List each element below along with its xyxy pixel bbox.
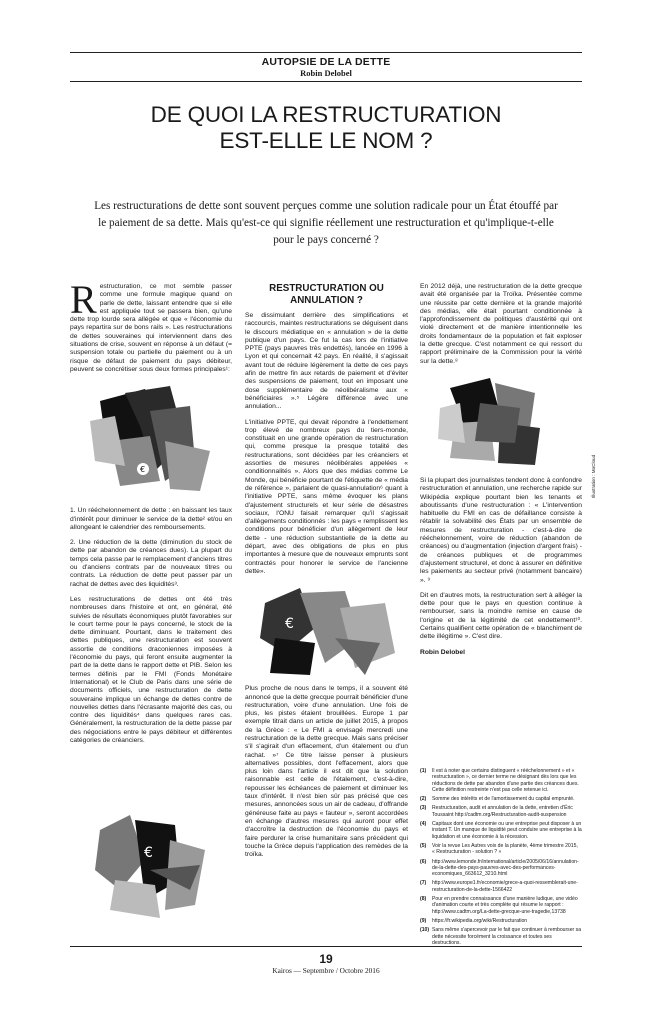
- column-3: [420, 283, 582, 664]
- illustration-3: [245, 583, 408, 679]
- arrows-illustration: [90, 810, 210, 920]
- footnote: (8) Pour en prendre connaissance d'une manière ludique, une vidéo d'animation courte et très complète qui résume le rapport : http://www.cadtm.org/La-dette-grecque-une-tragedie,13738: [420, 896, 578, 915]
- footnote: (10) Sans même s'apercevoir par le fait que continuer à rembourser sa dette nécessite forcément la croissance et toutes ses destructions.: [420, 927, 582, 946]
- footnote: (5) Voir la revue Les Autres voix de la planète, 4ème trimestre 2015, « Restructuration - solution ? »: [420, 842, 578, 856]
- header-rule: [70, 81, 582, 82]
- footnote: (4) Capitaux dont une économie ou une entreprise peut disposer à un instant T. Un manque de liquidité peut conduire une entreprise à la liquidation et une économie à la récession.: [420, 821, 582, 840]
- paragraph-intro: [70, 277, 232, 374]
- spiral-illustration: [420, 373, 582, 469]
- euro-icon: €: [285, 616, 294, 633]
- subheading-line-1: RESTRUCTURATION OU: [269, 283, 384, 294]
- issue-info: Kairos — Septembre / Octobre 2016: [272, 966, 380, 975]
- paragraph-6: L'initiative PPTE, qui devait répondre à l'endettement trop élevé de nombreux pays du tiers-monde, constituait en une grande opération de restructuration qui, comme presque la presque totalité des restructurations, sont décidées par les créanciers et assorties de mesures néolibérales appelées « conditionnalités ». Alors que des médias comme Le Monde, qui bénéficie pourtant de l'étiquette de « média de référence », parlaient de quasi-annulation⁶ quant à l'initiative PPTE, sans même évoquer les plans d'ajustement structurels et leur série de désastres sociaux, l'ONU faisait remarquer qu'il s'agissait d'allègements conditionnés : les pays « remplissent les conditions pour bénéficier d'un allègement de leur dette - une réduction substantielle de la dette au départ, avec des obligations de plus en plus importantes à mesure que de nouveaux emprunts sont contractés pour honorer le service de l'ancienne dette».: [245, 418, 408, 575]
- title-line-1: DE QUOI LA RESTRUCTURATION: [150, 102, 502, 127]
- column-1: [70, 277, 232, 752]
- illustration-4: [90, 810, 210, 925]
- paragraph-5: Se dissimulant derrière des simplifications et raccourcis, maintes restructurations se déguisent dans le discours médiatique en « annulation » de la dette publique d'un pays. Ce fut la cas lors de l'initiative PPTE (pays pauvres très endettés), lancée en 1996 à Lyon et qui concernait 42 pays. En réalité, il s'agissait avant tout de réduire légèrement la dette de ces pays afin de mettre fin aux retards de paiement et d'éviter des suspensions de paiement, tout en imposant une dose supplémentaire de néolibéralisme aux « bénéficiaires ».⁵ Légère différence avec une annulation...: [245, 312, 408, 411]
- drop-cap: R: [70, 277, 97, 322]
- paragraph-2: 1. Un rééchelonnement de dette : en baissant les taux d'intérêt pour diminuer le service de la dette² et/ou en allongeant le calendrier des remboursements.: [70, 507, 232, 531]
- page-title: [60, 102, 592, 154]
- header-author: Robin Delobel: [300, 68, 352, 78]
- footnote: (1) Il est à noter que certains distinguent « rééchelonnement » et « restructuration », ce dernier terme ne désignant dès lors que les réductions de dette par abandon d'une partie des créances dues. Cette définition restreinte n'est pas celle retenue ici.: [420, 768, 579, 793]
- paragraph-3: 2. Une réduction de la dette (diminution du stock de dette par abandon de créances dues). La plupart du temps cela passe par le remplacement d'anciens titres ou d'anciens contrats par de nouveaux titres ou contrats. La réduction de dette peut passer par un rachat de dettes avec des liquidités³.: [70, 539, 232, 588]
- footnote: (3) Restructuration, audit et annulation de la dette, entretien d'Éric Toussaint http://cadtm.org/Restructuration-audit-suspension: [420, 805, 573, 818]
- footnote: (6) http://www.lemonde.fr/international/article/2005/06/16/annulation-de-la-dette-des-pays-pauvres-avec-des-performances-economiques_663612_3210.html: [420, 858, 579, 878]
- paragraph-8: En 2012 déjà, une restructuration de la dette grecque avait été organisée par la Troïka. Présentée comme une réussite par cette dernière et la grande majorité des médias, elle était pourtant conditionnée à l'approfondissement de politiques d'austérité qui ont violé directement et de manière intentionnelle les droits fondamentaux de la population et fait exploser la dette grecque. C'est notamment ce qui ressort du rapport préliminaire de la Commission pour la vérité sur la dette.⁸: [420, 283, 582, 365]
- arrows-euro-illustration: [245, 583, 408, 679]
- column-2: [245, 283, 408, 866]
- rubric: AUTOPSIE DE LA DETTE: [261, 56, 391, 68]
- illustration-credit-wrap: [590, 440, 598, 500]
- title-line-2: EST-ELLE LE NOM ?: [219, 128, 433, 153]
- illustration-credit: Illustration : MoCloud: [591, 454, 596, 498]
- footer-rule: [70, 946, 582, 947]
- illustration-1: [70, 381, 232, 499]
- page-number: 19: [319, 952, 333, 966]
- chapo: Les restructurations de dette sont souvent perçues comme une solution radicale pour un État étouffé par le paiement de sa dette. Mais qu'est-ce qui signifie réellement une restructuration et qu'implique-t-elle pour le pays concerné ?: [94, 200, 558, 246]
- footnote: (2) Somme des intérêts et de l'amortissement du capital emprunté.: [420, 796, 575, 803]
- footnote: (7) http://www.europe1.fr/economie/grece-a-quoi-ressemblerait-une-restructuration-de-la-dette-1566422: [420, 880, 578, 893]
- hands-illustration: [70, 381, 232, 499]
- paragraph-9: Si la plupart des journalistes tendent donc à confondre restructuration et annulation, une recherche rapide sur Wikipédia explique pourtant bien les tenants et aboutissants d'une restructuration : « L'intervention habituelle du FMI en cas de défaillance consiste à rétablir la solvabilité des États par un ensemble de mesures de restructuration - c'est-à-dire de rééchelonnement, voire de réduction (abandon de créances) ou d'augmentation (injection d'argent frais) - de créances publiques et de programmes d'ajustement structurel, et donc à assurer en définitive les paiements au secteur privé (notamment bancaire) ». ⁹: [420, 476, 582, 584]
- top-rule: [70, 52, 582, 53]
- paragraph-10: Dit en d'autres mots, la restructuration sert à alléger la dette pour que le pays en question continue à rembourser, sans la moindre remise en cause de l'origine et de la légitimité de cet endettement¹⁰. Certains qualifient cette opération de « blanchiment de dette illégitime ». C'est dire.: [420, 591, 582, 641]
- illustration-2: [420, 373, 582, 469]
- euro-icon: €: [144, 845, 153, 861]
- signature: Robin Delobel: [420, 648, 465, 656]
- paragraph-7: Plus proche de nous dans le temps, il a souvent été annoncé que la dette grecque pourrait bénéficier d'une restructuration, voire d'une annulation. Une fois de plus, les pistes étaient brouillées. Europe 1 par exemple titrait dans un article de juillet 2015, à propos de la Grèce : « Le FMI a envisagé mercredi une restructuration de la dette grecque. Mais sans préciser s'il s'agirait d'un effacement, d'un étalement ou d'un rachat. »⁷ Ce titre laisse penser à plusieurs alternatives possibles, dont l'effacement, alors que plus loin dans l'article il est dit que la solution raisonnable est celle de l'étalement, c'est-à-dire, repousser les échéances de paiement et diminuer les taux d'intérêt. Il n'est bien sûr pas précisé que ces mesures, annoncées sous un air de cadeau, d'offrande généreuse faite au pays « fauteur », seront accordées en échange d'autres mesures qui auront pour effet d'accroître la destruction de l'économie du pays et faire perdurer la crise humanitaire sans précédent qui touche la Grèce depuis l'application des remèdes de la troïka.: [245, 685, 408, 859]
- subheading: [245, 283, 408, 306]
- subheading-line-2: ANNULATION ?: [290, 294, 363, 306]
- footnote: (9) https://fr.wikipedia.org/wiki/Restructuration: [420, 917, 528, 924]
- footnotes: [420, 768, 582, 949]
- paragraph-4: Les restructurations de dettes ont été très nombreuses dans l'histoire et ont, en général, été suivies de résultats économiques plutôt favorables sur le court terme pour le pays concerné, le stock de la dette diminuant. Pourtant, dans le traitement des dettes publiques, une restructuration est souvent assortie de conditions draconiennes imposées à l'économie du pays, qui feront ensuite augmenter la part de la dette dans le rapport dette et PIB. Selon les termes définis par le FMI (Fonds Monétaire International) et le Club de Paris dans une série de documents officiels, une restructuration de dette souveraine implique un échange de dettes contre de nouvelles dettes dans l'écrasante majorité des cas, ou contre des liquidités⁴ dans quelques rares cas. Généralement, la restructuration de la dette passe par des négociations entre le pays débiteur et différentes catégories de créanciers.: [70, 595, 232, 744]
- svg-text:€: €: [140, 465, 146, 475]
- paragraph-intro-text: estructuration, ce mot semble passer comme une formule magique quand on parle de dette, laissant entendre que si elle est appliquée tout se passera bien, qu'une dette trop lourde sera allégée et que « l'économie du pays repartira sur de bons rails ». Les restructurations de dettes souveraines qui interviennent dans des situations de crise, souvent en réponse à un défaut (= suspension totale ou partielle du paiement ou à un risque de défaut de paiement du pays débiteur, peuvent se concrétiser sous deux formes principales¹:: [70, 283, 232, 373]
